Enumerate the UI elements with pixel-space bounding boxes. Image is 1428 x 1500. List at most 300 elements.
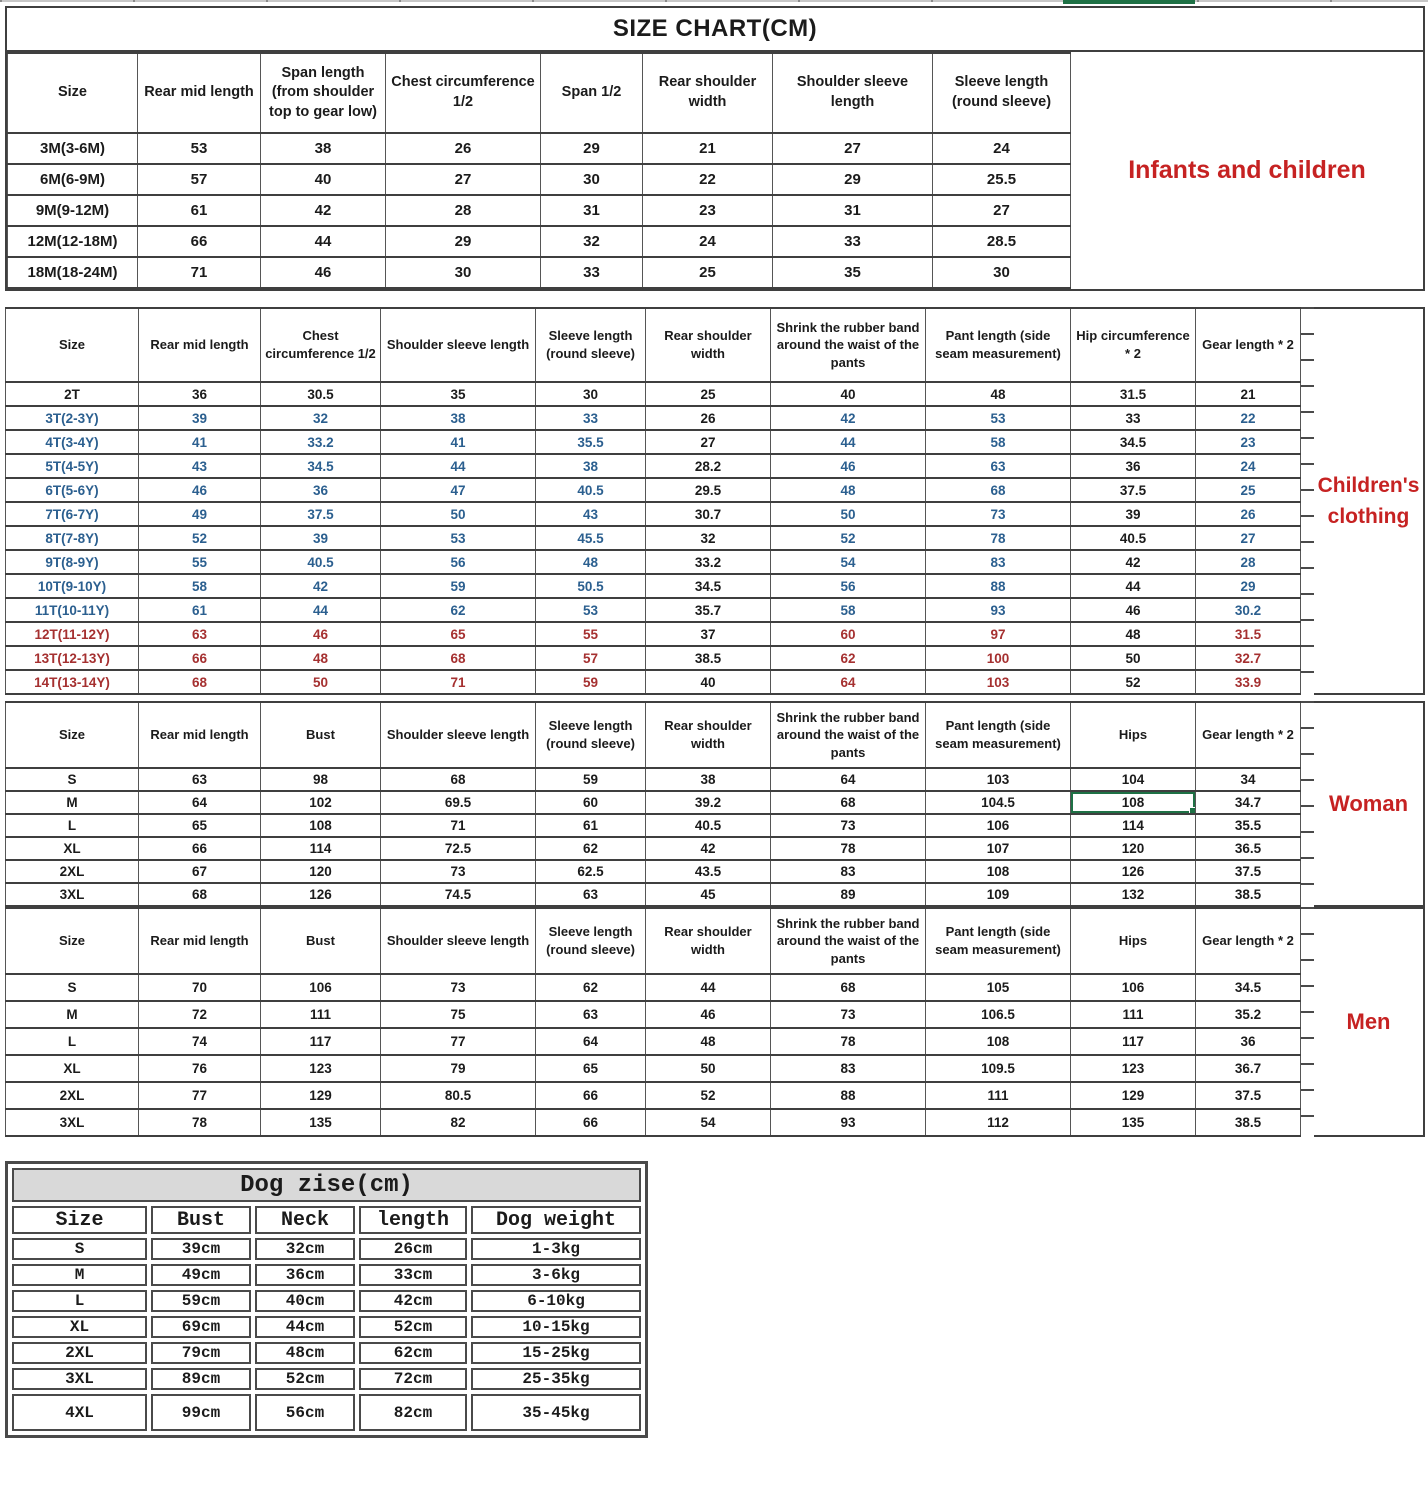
data-cell: 63 <box>926 454 1071 478</box>
data-cell: 129 <box>261 1082 381 1109</box>
data-cell: 60 <box>771 622 926 646</box>
data-cell: 54 <box>646 1109 771 1136</box>
table-row <box>12 1342 641 1364</box>
data-cell: 50 <box>646 1055 771 1082</box>
table-row <box>6 1082 1301 1109</box>
data-cell: 61 <box>139 598 261 622</box>
table-row <box>6 670 1301 694</box>
infants-size-table <box>7 52 1071 289</box>
column-header: Dog weight <box>471 1206 641 1234</box>
data-cell: 112 <box>926 1109 1071 1136</box>
men-section <box>5 907 1425 1137</box>
data-cell: 30.2 <box>1196 598 1301 622</box>
table-row <box>6 478 1301 502</box>
data-cell: 69.5 <box>381 791 536 814</box>
data-cell: 35.5 <box>1196 814 1301 837</box>
data-cell: 15-25kg <box>471 1342 641 1364</box>
data-cell: 71 <box>381 814 536 837</box>
data-cell: 43 <box>139 454 261 478</box>
data-cell: 55 <box>536 622 646 646</box>
data-cell: 37.5 <box>1196 1082 1301 1109</box>
table-title: Dog zise(cm) <box>12 1168 641 1202</box>
data-cell: 39 <box>261 526 381 550</box>
row-size-label: M <box>6 1001 139 1028</box>
data-cell: 40.5 <box>261 550 381 574</box>
column-header: Size <box>6 908 139 974</box>
data-cell: 70 <box>139 974 261 1001</box>
data-cell: 34.5 <box>1071 430 1196 454</box>
data-cell: 21 <box>643 133 773 164</box>
data-cell: 68 <box>139 883 261 906</box>
row-size-label: 3XL <box>6 883 139 906</box>
data-cell: 24 <box>1196 454 1301 478</box>
header-row <box>6 308 1301 382</box>
column-header: Bust <box>151 1206 251 1234</box>
men-label: Men <box>1314 907 1425 1137</box>
data-cell: 35.2 <box>1196 1001 1301 1028</box>
data-cell: 78 <box>139 1109 261 1136</box>
data-cell: 40 <box>646 670 771 694</box>
row-size-label: 10T(9-10Y) <box>6 574 139 598</box>
column-header: Shrink the rubber band around the waist of the pants <box>771 908 926 974</box>
data-cell: 63 <box>536 883 646 906</box>
table-row <box>12 1238 641 1260</box>
data-cell: 40.5 <box>1071 526 1196 550</box>
data-cell: 68 <box>139 670 261 694</box>
data-cell: 64 <box>139 791 261 814</box>
data-cell: 62 <box>536 837 646 860</box>
data-cell: 73 <box>381 974 536 1001</box>
table-row <box>8 226 1071 257</box>
column-header: Shoulder sleeve length <box>381 308 536 382</box>
data-cell: 52 <box>771 526 926 550</box>
data-cell: 21 <box>1196 382 1301 406</box>
data-cell: 25 <box>643 257 773 288</box>
table-row <box>6 550 1301 574</box>
table-row <box>8 257 1071 288</box>
children-section <box>5 307 1425 695</box>
data-cell: 59 <box>381 574 536 598</box>
row-size-label: 2T <box>6 382 139 406</box>
data-cell: 48 <box>1071 622 1196 646</box>
data-cell: 40.5 <box>536 478 646 502</box>
data-cell: 37.5 <box>261 502 381 526</box>
row-size-label: L <box>6 1028 139 1055</box>
data-cell: 78 <box>771 1028 926 1055</box>
data-cell: 55 <box>139 550 261 574</box>
table-row <box>6 454 1301 478</box>
data-cell: 44 <box>646 974 771 1001</box>
data-cell: 36.5 <box>1196 837 1301 860</box>
column-header: Gear length * 2 <box>1196 308 1301 382</box>
data-cell: 34 <box>1196 768 1301 791</box>
row-size-label: 2XL <box>6 1082 139 1109</box>
data-cell: 30 <box>536 382 646 406</box>
data-cell: 63 <box>139 768 261 791</box>
data-cell: 26 <box>386 133 541 164</box>
data-cell: 50 <box>261 670 381 694</box>
spacer <box>5 1137 1425 1161</box>
column-header: Shrink the rubber band around the waist of the pants <box>771 702 926 768</box>
row-gridline-ticks <box>1301 307 1314 695</box>
data-cell: 69cm <box>151 1316 251 1338</box>
data-cell: 68 <box>771 974 926 1001</box>
data-cell: 104.5 <box>926 791 1071 814</box>
row-size-label: L <box>6 814 139 837</box>
data-cell: 93 <box>771 1109 926 1136</box>
data-cell: 40 <box>261 164 386 195</box>
data-cell: 31.5 <box>1071 382 1196 406</box>
data-cell: 44 <box>1071 574 1196 598</box>
data-cell: 62.5 <box>536 860 646 883</box>
data-cell: 80.5 <box>381 1082 536 1109</box>
data-cell: 68 <box>381 646 536 670</box>
row-size-label: S <box>12 1238 147 1260</box>
data-cell: 31.5 <box>1196 622 1301 646</box>
data-cell: 38 <box>536 454 646 478</box>
column-header: Size <box>8 53 138 133</box>
data-cell: 75 <box>381 1001 536 1028</box>
table-row <box>6 814 1301 837</box>
table-row <box>8 133 1071 164</box>
data-cell: 89cm <box>151 1368 251 1390</box>
row-size-label: XL <box>6 1055 139 1082</box>
column-header: Sleeve length (round sleeve) <box>536 308 646 382</box>
data-cell: 34.5 <box>1196 974 1301 1001</box>
data-cell: 35 <box>381 382 536 406</box>
data-cell: 38 <box>646 768 771 791</box>
header-row <box>12 1206 641 1234</box>
column-header: Span 1/2 <box>541 53 643 133</box>
data-cell: 102 <box>261 791 381 814</box>
data-cell: 65 <box>536 1055 646 1082</box>
row-size-label: 14T(13-14Y) <box>6 670 139 694</box>
data-cell: 23 <box>1196 430 1301 454</box>
data-cell: 22 <box>643 164 773 195</box>
row-size-label: 9T(8-9Y) <box>6 550 139 574</box>
data-cell: 40.5 <box>646 814 771 837</box>
column-header: Rear mid length <box>138 53 261 133</box>
data-cell: 59 <box>536 670 646 694</box>
column-header: Gear length * 2 <box>1196 908 1301 974</box>
data-cell: 52 <box>139 526 261 550</box>
data-cell: 32 <box>541 226 643 257</box>
table-row <box>12 1264 641 1286</box>
data-cell: 46 <box>261 257 386 288</box>
column-header: Hips <box>1071 908 1196 974</box>
data-cell: 68 <box>926 478 1071 502</box>
data-cell: 60 <box>536 791 646 814</box>
header-row <box>8 53 1071 133</box>
column-header: Sleeve length (round sleeve) <box>536 908 646 974</box>
data-cell: 99cm <box>151 1394 251 1431</box>
table-row <box>6 646 1301 670</box>
data-cell: 83 <box>771 860 926 883</box>
column-header: Pant length (side seam measurement) <box>926 702 1071 768</box>
data-cell: 61 <box>536 814 646 837</box>
data-cell: 65 <box>139 814 261 837</box>
data-cell: 25 <box>1196 478 1301 502</box>
data-cell: 72cm <box>359 1368 467 1390</box>
data-cell: 26cm <box>359 1238 467 1260</box>
row-size-label: 3XL <box>6 1109 139 1136</box>
data-cell: 117 <box>261 1028 381 1055</box>
row-size-label: S <box>6 768 139 791</box>
data-cell: 31 <box>541 195 643 226</box>
data-cell: 56 <box>381 550 536 574</box>
data-cell: 30 <box>541 164 643 195</box>
data-cell: 38.5 <box>1196 883 1301 906</box>
data-cell: 62 <box>381 598 536 622</box>
data-cell: 38.5 <box>646 646 771 670</box>
row-size-label: 18M(18-24M) <box>8 257 138 288</box>
data-cell: 27 <box>1196 526 1301 550</box>
data-cell: 37 <box>646 622 771 646</box>
data-cell: 123 <box>261 1055 381 1082</box>
data-cell: 32.7 <box>1196 646 1301 670</box>
data-cell: 76 <box>139 1055 261 1082</box>
data-cell: 66 <box>536 1109 646 1136</box>
data-cell: 41 <box>381 430 536 454</box>
column-header: Pant length (side seam measurement) <box>926 908 1071 974</box>
data-cell: 33.2 <box>646 550 771 574</box>
column-header: Neck <box>255 1206 355 1234</box>
data-cell: 44cm <box>255 1316 355 1338</box>
data-cell: 74 <box>139 1028 261 1055</box>
table-row <box>6 1109 1301 1136</box>
data-cell: 106 <box>926 814 1071 837</box>
data-cell: 72.5 <box>381 837 536 860</box>
data-cell: 33 <box>773 226 933 257</box>
data-cell: 71 <box>381 670 536 694</box>
data-cell: 77 <box>139 1082 261 1109</box>
data-cell: 46 <box>1071 598 1196 622</box>
data-cell: 25-35kg <box>471 1368 641 1390</box>
data-cell: 82cm <box>359 1394 467 1431</box>
data-cell: 57 <box>138 164 261 195</box>
table-row <box>6 574 1301 598</box>
data-cell: 135 <box>261 1109 381 1136</box>
data-cell: 59 <box>536 768 646 791</box>
data-cell: 30 <box>933 257 1071 288</box>
data-cell: 50 <box>771 502 926 526</box>
column-header: Gear length * 2 <box>1196 702 1301 768</box>
data-cell: 98 <box>261 768 381 791</box>
data-cell: 27 <box>773 133 933 164</box>
data-cell: 74.5 <box>381 883 536 906</box>
spreadsheet-selection-mark <box>1063 0 1195 4</box>
column-header: Rear mid length <box>139 308 261 382</box>
data-cell: 61 <box>138 195 261 226</box>
data-cell: 27 <box>933 195 1071 226</box>
data-cell: 40 <box>771 382 926 406</box>
data-cell: 24 <box>643 226 773 257</box>
data-cell: 46 <box>646 1001 771 1028</box>
data-cell: 34.5 <box>646 574 771 598</box>
data-cell: 103 <box>926 670 1071 694</box>
data-cell: 78 <box>926 526 1071 550</box>
data-cell: 36cm <box>255 1264 355 1286</box>
data-cell: 44 <box>381 454 536 478</box>
data-cell: 88 <box>926 574 1071 598</box>
data-cell: 49cm <box>151 1264 251 1286</box>
table-row <box>6 406 1301 430</box>
column-header: Rear mid length <box>139 908 261 974</box>
table-row <box>6 883 1301 906</box>
column-header: Chest circumference 1/2 <box>261 308 381 382</box>
column-header: Rear mid length <box>139 702 261 768</box>
data-cell: 83 <box>926 550 1071 574</box>
data-cell: 53 <box>138 133 261 164</box>
row-size-label: XL <box>6 837 139 860</box>
data-cell: 111 <box>926 1082 1071 1109</box>
data-cell: 73 <box>771 1001 926 1028</box>
row-size-label: 4XL <box>12 1394 147 1431</box>
data-cell: 53 <box>536 598 646 622</box>
table-row <box>12 1394 641 1431</box>
data-cell: 30 <box>386 257 541 288</box>
table-row <box>6 526 1301 550</box>
table-row <box>6 1055 1301 1082</box>
data-cell: 36.7 <box>1196 1055 1301 1082</box>
spacer <box>5 291 1425 307</box>
row-size-label: S <box>6 974 139 1001</box>
data-cell: 37.5 <box>1196 860 1301 883</box>
data-cell: 39.2 <box>646 791 771 814</box>
data-cell: 64 <box>536 1028 646 1055</box>
column-header: Sleeve length (round sleeve) <box>536 702 646 768</box>
data-cell: 33 <box>1071 406 1196 430</box>
data-cell: 108 <box>926 1028 1071 1055</box>
data-cell: 42 <box>771 406 926 430</box>
table-row <box>6 622 1301 646</box>
column-header: Rear shoulder width <box>646 908 771 974</box>
data-cell: 38 <box>261 133 386 164</box>
table-row <box>6 837 1301 860</box>
dog-section <box>5 1161 1425 1438</box>
column-header: Bust <box>261 908 381 974</box>
data-cell: 29 <box>773 164 933 195</box>
column-header: length <box>359 1206 467 1234</box>
row-size-label: 9M(9-12M) <box>8 195 138 226</box>
data-cell: 33 <box>536 406 646 430</box>
data-cell: 46 <box>261 622 381 646</box>
data-cell: 36 <box>139 382 261 406</box>
data-cell: 65 <box>381 622 536 646</box>
table-row <box>6 974 1301 1001</box>
data-cell: 66 <box>139 646 261 670</box>
data-cell: 59cm <box>151 1290 251 1312</box>
data-cell: 45.5 <box>536 526 646 550</box>
data-cell: 1-3kg <box>471 1238 641 1260</box>
data-cell: 73 <box>926 502 1071 526</box>
data-cell: 32cm <box>255 1238 355 1260</box>
selected-cell: 108 <box>1071 791 1196 814</box>
column-header: Shoulder sleeve length <box>773 53 933 133</box>
data-cell: 68 <box>381 768 536 791</box>
column-header: Span length (from shoulder top to gear low) <box>261 53 386 133</box>
children-label: Children's clothing <box>1314 307 1425 695</box>
data-cell: 68 <box>771 791 926 814</box>
data-cell: 88 <box>771 1082 926 1109</box>
data-cell: 120 <box>261 860 381 883</box>
column-header: Size <box>12 1206 147 1234</box>
data-cell: 106.5 <box>926 1001 1071 1028</box>
row-size-label: 3XL <box>12 1368 147 1390</box>
data-cell: 43 <box>536 502 646 526</box>
column-header: Shoulder sleeve length <box>381 702 536 768</box>
data-cell: 38 <box>381 406 536 430</box>
column-header: Pant length (side seam measurement) <box>926 308 1071 382</box>
data-cell: 44 <box>771 430 926 454</box>
data-cell: 108 <box>926 860 1071 883</box>
woman-section <box>5 701 1425 907</box>
data-cell: 63 <box>139 622 261 646</box>
row-size-label: 12M(12-18M) <box>8 226 138 257</box>
data-cell: 58 <box>926 430 1071 454</box>
data-cell: 73 <box>381 860 536 883</box>
data-cell: 79cm <box>151 1342 251 1364</box>
infants-label: Infants and children <box>1128 156 1366 184</box>
table-row <box>6 1001 1301 1028</box>
data-cell: 24 <box>933 133 1071 164</box>
column-header: Rear shoulder width <box>643 53 773 133</box>
page-title: SIZE CHART(CM) <box>7 8 1423 52</box>
table-title-row <box>12 1168 641 1202</box>
table-row <box>6 860 1301 883</box>
column-header: Shoulder sleeve length <box>381 908 536 974</box>
data-cell: 26 <box>646 406 771 430</box>
data-cell: 52cm <box>255 1368 355 1390</box>
data-cell: 27 <box>646 430 771 454</box>
data-cell: 53 <box>926 406 1071 430</box>
data-cell: 54 <box>771 550 926 574</box>
data-cell: 117 <box>1071 1028 1196 1055</box>
data-cell: 111 <box>261 1001 381 1028</box>
data-cell: 32 <box>646 526 771 550</box>
data-cell: 66 <box>138 226 261 257</box>
data-cell: 10-15kg <box>471 1316 641 1338</box>
data-cell: 103 <box>926 768 1071 791</box>
data-cell: 109 <box>926 883 1071 906</box>
data-cell: 48 <box>646 1028 771 1055</box>
data-cell: 35.5 <box>536 430 646 454</box>
children-size-table <box>5 307 1301 695</box>
data-cell: 97 <box>926 622 1071 646</box>
data-cell: 36 <box>1071 454 1196 478</box>
data-cell: 120 <box>1071 837 1196 860</box>
data-cell: 64 <box>771 768 926 791</box>
data-cell: 29 <box>1196 574 1301 598</box>
row-size-label: 7T(6-7Y) <box>6 502 139 526</box>
data-cell: 28.5 <box>933 226 1071 257</box>
infants-row <box>7 52 1423 289</box>
data-cell: 25.5 <box>933 164 1071 195</box>
data-cell: 31 <box>773 195 933 226</box>
data-cell: 104 <box>1071 768 1196 791</box>
row-size-label: 6M(6-9M) <box>8 164 138 195</box>
column-header: Size <box>6 702 139 768</box>
data-cell: 42 <box>261 195 386 226</box>
data-cell: 44 <box>261 598 381 622</box>
data-cell: 72 <box>139 1001 261 1028</box>
data-cell: 36 <box>1196 1028 1301 1055</box>
data-cell: 27 <box>386 164 541 195</box>
data-cell: 25 <box>646 382 771 406</box>
data-cell: 42 <box>1071 550 1196 574</box>
row-size-label: L <box>12 1290 147 1312</box>
data-cell: 66 <box>536 1082 646 1109</box>
